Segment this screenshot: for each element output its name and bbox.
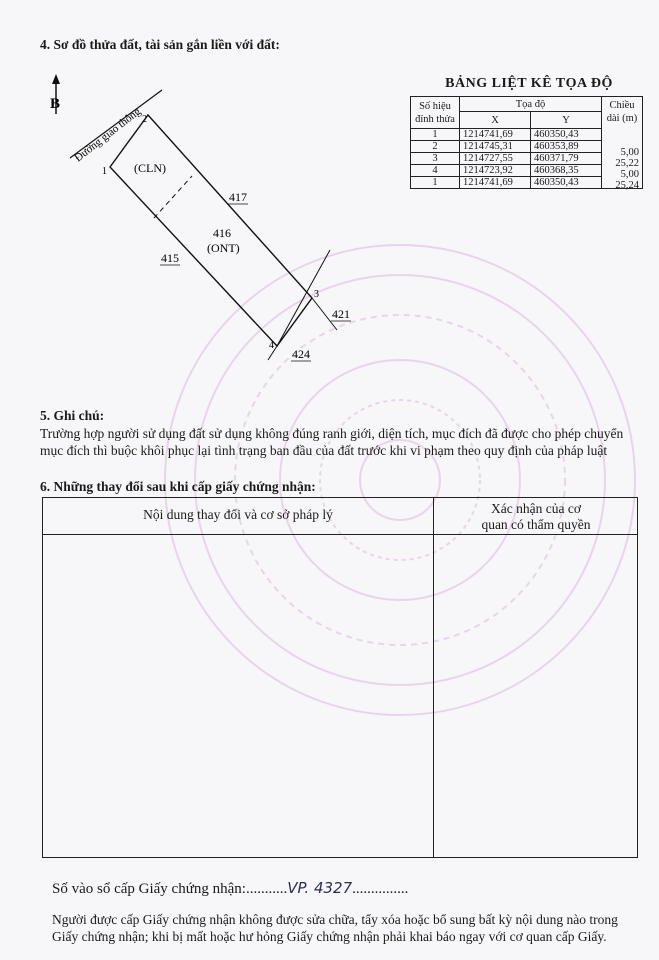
changes-col-confirmation: Xác nhận của cơ quan có thẩm quyền [481,501,591,532]
road-label: Đường giao thông [72,105,144,165]
length-2-3: 25,22 [615,158,639,169]
section-5-heading: 5. Ghi chú: [40,408,105,423]
table-row: 2 1214745,31 460353,89 [411,141,643,153]
header-x: X [460,112,531,129]
header-coord: Tọa độ [460,97,602,112]
header-length: Chiều dài (m) [606,100,638,124]
coordinate-table-title: BẢNG LIỆT KÊ TỌA ĐỘ [445,76,613,91]
changes-col-content: Nội dung thay đổi và cơ sở pháp lý [143,507,333,522]
section-6-heading: 6. Những thay đổi sau khi cấp giấy chứng nhận: [40,479,316,494]
section-4-heading: 4. Sơ đồ thửa đất, tài sản gắn liền với đất: [40,37,280,52]
table-row: 1 1214741,69 460350,43 [411,177,643,189]
registry-number: Số vào sổ cấp Giấy chứng nhận:...........VP. 4327............... [52,879,409,897]
registry-label: Số vào sổ cấp Giấy chứng nhận: [52,881,246,897]
parcel-number: 416 [213,226,231,240]
changes-table [42,497,638,858]
neighbor-415: 415 [161,251,179,265]
north-symbol: B [50,96,61,112]
point-label-4: 4 [269,340,274,351]
parcel-diagram [30,70,380,370]
point-label-3: 3 [314,289,319,300]
neighbor-424: 424 [292,347,310,361]
north-arrow-icon [50,74,60,114]
table-row: 3 1214727,55 460371,79 [411,153,643,165]
parcel-outline [110,115,312,346]
point-label-1: 1 [102,166,107,177]
length-3-4: 5,00 [620,169,639,180]
footer-warning: Người được cấp Giấy chứng nhận không được sửa chữa, tẩy xóa hoặc bổ sung bất kỳ nội dung nào trong Giấy chứng nhận; khi bị mất hoặc hư hỏng Giấy chứng nhận phải khai báo ngay với cơ quan cấp Giấy. [52,912,618,944]
section-5-note: Trường hợp người sử dụng đất sử dụng không đúng ranh giới, diện tích, mục đích đã được cho phép chuyển mục đích thì buộc khôi phục lại tình trạng ban đầu của đất trước khi vi phạm theo quy định của pháp luật [40,426,624,458]
neighbor-421: 421 [332,307,350,321]
landuse-boundary [154,176,192,218]
coordinate-table [410,96,643,189]
point-label-2: 2 [142,114,147,125]
registry-handwritten-number: VP. 4327 [287,879,353,897]
length-4-1: 25,24 [615,180,639,191]
length-1-2: 5,00 [620,147,639,158]
header-y: Y [531,112,602,129]
table-row: 1 1214741,69 460350,43 [411,129,643,141]
table-row: 4 1214723,92 460368,35 [411,165,643,177]
ont-label: (ONT) [207,241,240,255]
cln-label: (CLN) [134,161,166,175]
neighbor-417: 417 [229,190,247,204]
header-point: Số hiệu đỉnh thửa [411,97,460,129]
